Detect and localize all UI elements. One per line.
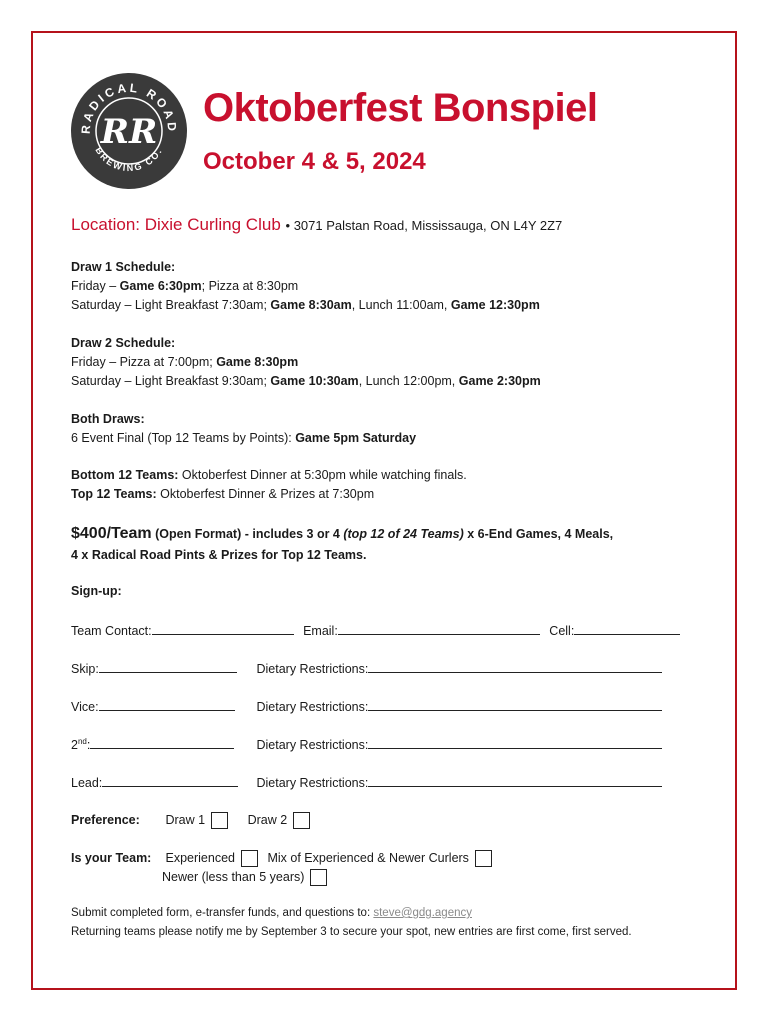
- contact-email-link[interactable]: steve@gdg.agency: [373, 907, 472, 919]
- location-line: Location: Dixie Curling Club • 3071 Palstan Road, Mississauga, ON L4Y 2Z7: [71, 215, 563, 234]
- draw1-saturday: Saturday – Light Breakfast 7:30am; Game 8:30am, Lunch 11:00am, Game 12:30pm: [71, 298, 540, 312]
- team-type-row: Is your Team: Experienced Mix of Experienced & Newer Curlers: [71, 850, 492, 867]
- bottom-teams-line: Bottom 12 Teams: Oktoberfest Dinner at 5:30pm while watching finals.: [71, 468, 467, 482]
- second-row: 2nd: Dietary Restrictions:: [71, 736, 662, 752]
- radical-road-logo: [70, 72, 188, 190]
- draw1-checkbox[interactable]: [211, 812, 228, 829]
- price-line2: 4 x Radical Road Pints & Prizes for Top 12 Teams.: [71, 548, 367, 562]
- draw2-heading: Draw 2 Schedule:: [71, 336, 176, 350]
- lead-dietary-field[interactable]: [368, 774, 662, 787]
- team-type-label: Is your Team:: [71, 851, 152, 865]
- team-contact-row: Team Contact: Email: Cell:: [71, 622, 680, 638]
- skip-row: Skip: Dietary Restrictions:: [71, 660, 662, 676]
- second-dietary-field[interactable]: [368, 736, 662, 749]
- both-draws-heading: Both Draws:: [71, 412, 145, 426]
- footer-note: Returning teams please notify me by September 3 to secure your spot, new entries are first come, first served.: [71, 926, 632, 938]
- draw2-checkbox[interactable]: [293, 812, 310, 829]
- signup-heading: Sign-up:: [71, 584, 122, 598]
- cell-field[interactable]: [574, 622, 680, 635]
- event-date: October 4 & 5, 2024: [203, 148, 426, 175]
- logo-bottom-text: BREWING CO.: [93, 145, 165, 174]
- skip-field[interactable]: [99, 660, 237, 673]
- second-field[interactable]: [90, 736, 234, 749]
- email-field[interactable]: [338, 622, 540, 635]
- lead-field[interactable]: [102, 774, 238, 787]
- location-label: Location: Dixie Curling Club: [71, 215, 281, 234]
- experienced-checkbox[interactable]: [241, 850, 258, 867]
- draw2-saturday: Saturday – Light Breakfast 9:30am; Game 10:30am, Lunch 12:00pm, Game 2:30pm: [71, 374, 541, 388]
- mix-checkbox[interactable]: [475, 850, 492, 867]
- page-title: Oktoberfest Bonspiel: [203, 86, 598, 130]
- both-draws-final: 6 Event Final (Top 12 Teams by Points): Game 5pm Saturday: [71, 431, 417, 445]
- vice-row: Vice: Dietary Restrictions:: [71, 698, 662, 714]
- top-teams-line: Top 12 Teams: Oktoberfest Dinner & Prizes at 7:30pm: [71, 487, 375, 501]
- draw2-schedule: [71, 334, 541, 391]
- draw2-friday: Friday – Pizza at 7:00pm; Game 8:30pm: [71, 355, 299, 369]
- logo-monogram: RR: [100, 112, 158, 152]
- team-dinners: [71, 466, 467, 504]
- draw1-heading: Draw 1 Schedule:: [71, 260, 176, 274]
- location-address: 3071 Palstan Road, Mississauga, ON L4Y 2Z7: [293, 218, 563, 233]
- draw1-friday: Friday – Game 6:30pm; Pizza at 8:30pm: [71, 279, 299, 293]
- vice-field[interactable]: [99, 698, 235, 711]
- footer: Submit completed form, e-transfer funds, and questions to: steve@gdg.agency Returning teams please notify me by September 3 to secure your spot, new entries are first come, first served.: [71, 904, 632, 942]
- newer-row: Newer (less than 5 years): [162, 869, 327, 886]
- newer-checkbox[interactable]: [310, 869, 327, 886]
- both-draws: [71, 410, 416, 448]
- team-contact-field[interactable]: [152, 622, 294, 635]
- logo-top-text: RADICAL ROAD: [78, 80, 180, 135]
- draw1-schedule: [71, 258, 540, 315]
- lead-row: Lead: Dietary Restrictions:: [71, 774, 662, 790]
- vice-dietary-field[interactable]: [368, 698, 662, 711]
- price-amount: $400/Team: [71, 525, 152, 542]
- preference-label: Preference:: [71, 813, 140, 827]
- skip-dietary-field[interactable]: [368, 660, 662, 673]
- preference-row: Preference: Draw 1 Draw 2: [71, 812, 310, 829]
- price-info: $400/Team (Open Format) - includes 3 or 4 (top 12 of 24 Teams) x 6-End Games, 4 Meals, 4 x Radical Road Pints & Prizes for Top 12 Teams.: [71, 523, 613, 566]
